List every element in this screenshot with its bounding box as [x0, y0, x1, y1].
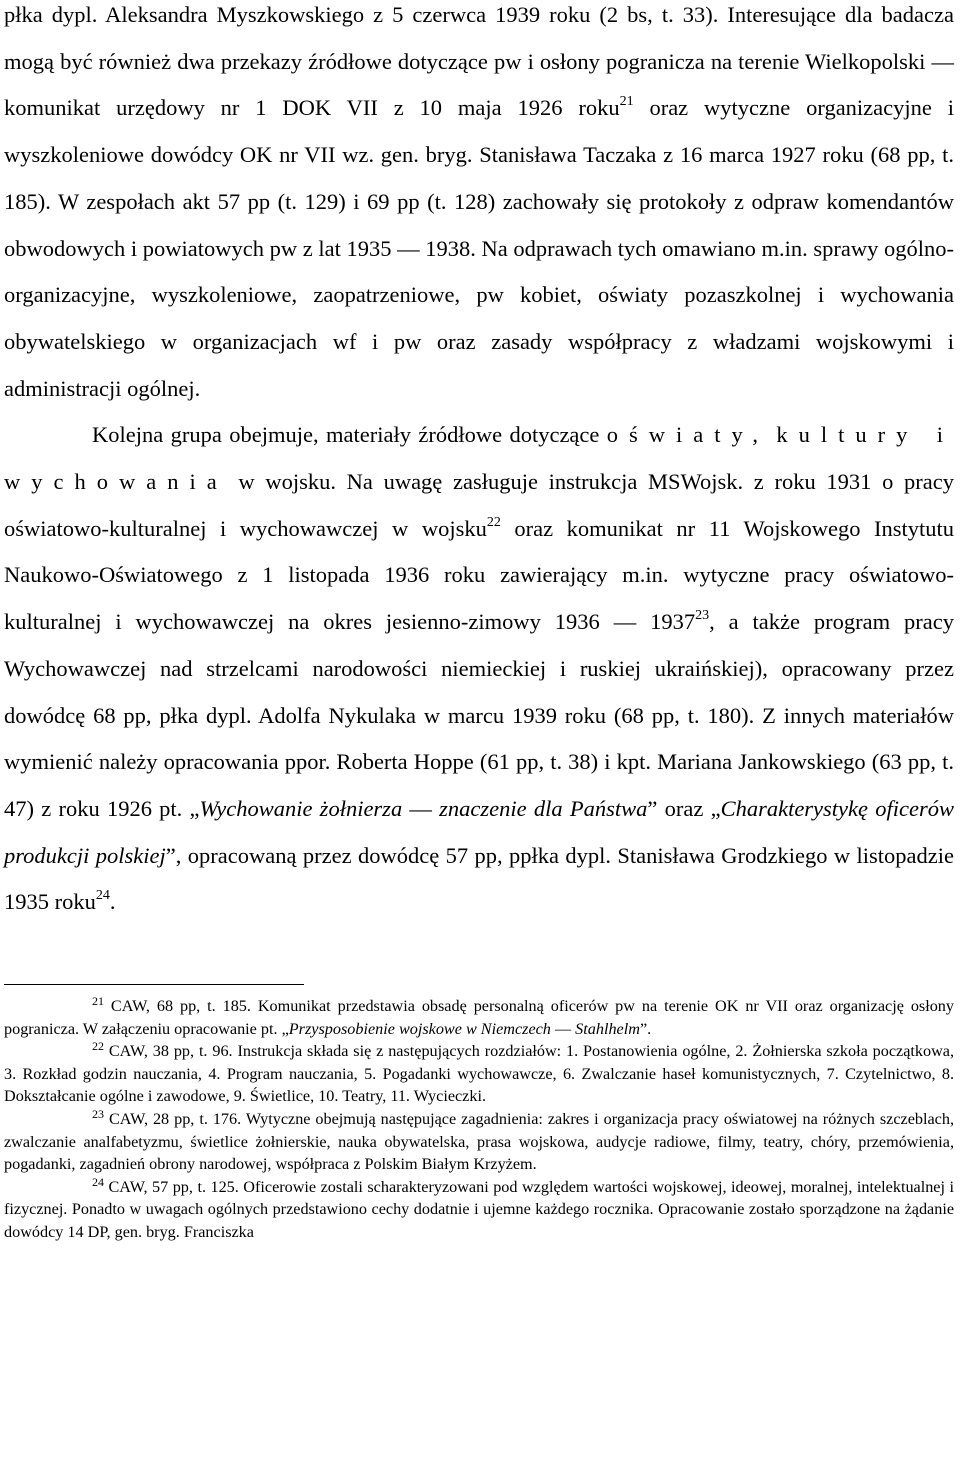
footnote-text: CAW, 38 pp, t. 96. Instrukcja składa się z następujących rozdziałów: 1. Postanowienia ogólne, 2. Żołnierska szkoła początkowa, 3. Rozkład godzin nauczania, 4. Program nauczania, 5. Pogadanki wychowawcze, 6. Zwalczanie haseł komunistycznych, 7. Czytelnictwo, 8. Dokształcanie ogólne i zawodowe, 9. Świetlice, 10. Teatry, 11. Wycieczki. — [4, 1042, 954, 1106]
footnote-number: 23 — [92, 1107, 104, 1122]
paragraph-1 — [4, 0, 954, 412]
text-run: w wojsku. Na uwagę zasługuje instrukcja MSWojsk. z roku 1931 o pracy oświatowo-kulturalnej i wychowawczej w wojsku — [4, 469, 954, 541]
spaced-emphasis: kultury i wychowania — [4, 422, 955, 495]
italic-title: Wychowanie żołnierza ― znaczenie dla Państwa — [199, 795, 648, 821]
main-text — [4, 0, 954, 926]
footnote-ref-24[interactable]: 24 — [95, 888, 110, 904]
text-run: oraz komunikat nr 11 Wojskowego Instytutu Naukowo-Oświatowego z 1 listopada 1936 roku zawierający m.in. wytyczne pracy oświatowo-kulturalnej i wychowawczej na okres jesienno-zimowy 1936 ― 1937 — [4, 515, 954, 635]
footnote-number: 22 — [92, 1039, 104, 1054]
footnote-text: ”. — [639, 1019, 652, 1038]
paragraph-2 — [4, 412, 954, 926]
footnote-ref-22[interactable]: 22 — [486, 514, 501, 530]
footnote-number: 21 — [92, 994, 104, 1009]
footnotes — [4, 995, 954, 1244]
footnote-ref-21[interactable]: 21 — [619, 94, 634, 110]
footnote-divider — [4, 984, 304, 985]
footnote-22 — [4, 1040, 954, 1108]
italic-title: Przysposobienie wojskowe w Niemczech ― Stahlhelm — [288, 1019, 640, 1038]
footnote-number: 24 — [92, 1174, 104, 1189]
spaced-emphasis: oświaty, — [606, 422, 769, 448]
footnote-ref-23[interactable]: 23 — [695, 608, 710, 624]
footnote-24 — [4, 1176, 954, 1244]
text-run: . — [109, 889, 116, 915]
footnote-text: CAW, 68 pp, t. 185. Komunikat przedstawia obsadę personalną oficerów pw na terenie OK nr VII oraz organizację osłony pogranicza. W załączeniu opracowanie pt. „ — [4, 997, 954, 1038]
footnote-23 — [4, 1108, 954, 1176]
italic-title: Charakterystykę oficerów produkcji polskiej — [4, 795, 954, 868]
text-run: ”, opracowaną przez dowódcę 57 pp, ppłka dypl. Stanisława Grodzkiego w listopadzie 1935 roku — [4, 842, 954, 915]
footnote-text: CAW, 57 pp, t. 125. Oficerowie zostali scharakteryzowani pod względem wartości wojskowej, ideowej, moralnej, intelektualnej i fizycznej. Ponadto w uwagach ogólnych przedstawiono cechy dodatnie i ujemne każdego rocznika. Opracowanie zostało sporządzone na żądanie dowódcy 14 DP, gen. bryg. Franciszka — [4, 1177, 954, 1241]
text-run: Kolejna grupa obejmuje, materiały źródłowe dotyczące — [92, 422, 607, 448]
text-run: , a także program pracy Wychowawczej nad strzelcami narodowości niemieckiej i ruskiej ukraińskiej), opracowany przez dowódcę 68 pp, płka dypl. Adolfa Nykulaka w marcu 1939 roku (68 pp, t. 180). Z innych materiałów wymienić należy opracowania ppor. Roberta Hoppe (61 pp, t. 38) i kpt. Mariana Jankowskiego (63 pp, t. 47) z roku 1926 pt. „ — [4, 609, 955, 821]
footnote-text: CAW, 28 pp, t. 176. Wytyczne obejmują następujące zagadnienia: zakres i organizacja pracy oświatowej na różnych szczeblach, zwalczanie analfabetyzmu, świetlice żołnierskie, nauka obywatelska, prasa wojskowa, audycje radiowe, filmy, teatry, chóry, przemówienia, pogadanki, zagadnień obrony narodowej, współpraca z Polskim Białym Krzyżem. — [4, 1110, 954, 1174]
text-run: płka dypl. Aleksandra Myszkowskiego z 5 czerwca 1939 roku (2 bs, t. 33). Interesujące dla badacza mogą być również dwa przekazy źródłowe dotyczące pw i osłony pogranicza na terenie Wielkopolski ― komunikat urzędowy nr 1 DOK VII z 10 maja 1926 roku — [4, 2, 954, 121]
text-run: ” oraz „ — [647, 795, 721, 821]
footnote-21 — [4, 995, 954, 1040]
text-run: oraz wytyczne organizacyjne i wyszkoleniowe dowódcy OK nr VII wz. gen. bryg. Stanisława Taczaka z 16 marca 1927 roku (68 pp, t. 185). W zespołach akt 57 pp (t. 129) i 69 pp (t. 128) zachowały się protokoły z odpraw komendantów obwodowych i powiatowych pw z lat 1935 ― 1938. Na odprawach tych omawiano m.in. sprawy ogólno-organizacyjne, wyszkoleniowe, zaopatrzeniowe, pw kobiet, oświaty pozaszkolnej i wychowania obywatelskiego w organizacjach wf i pw oraz zasady współpracy z władzami wojskowymi i administracji ogólnej. — [4, 95, 954, 401]
